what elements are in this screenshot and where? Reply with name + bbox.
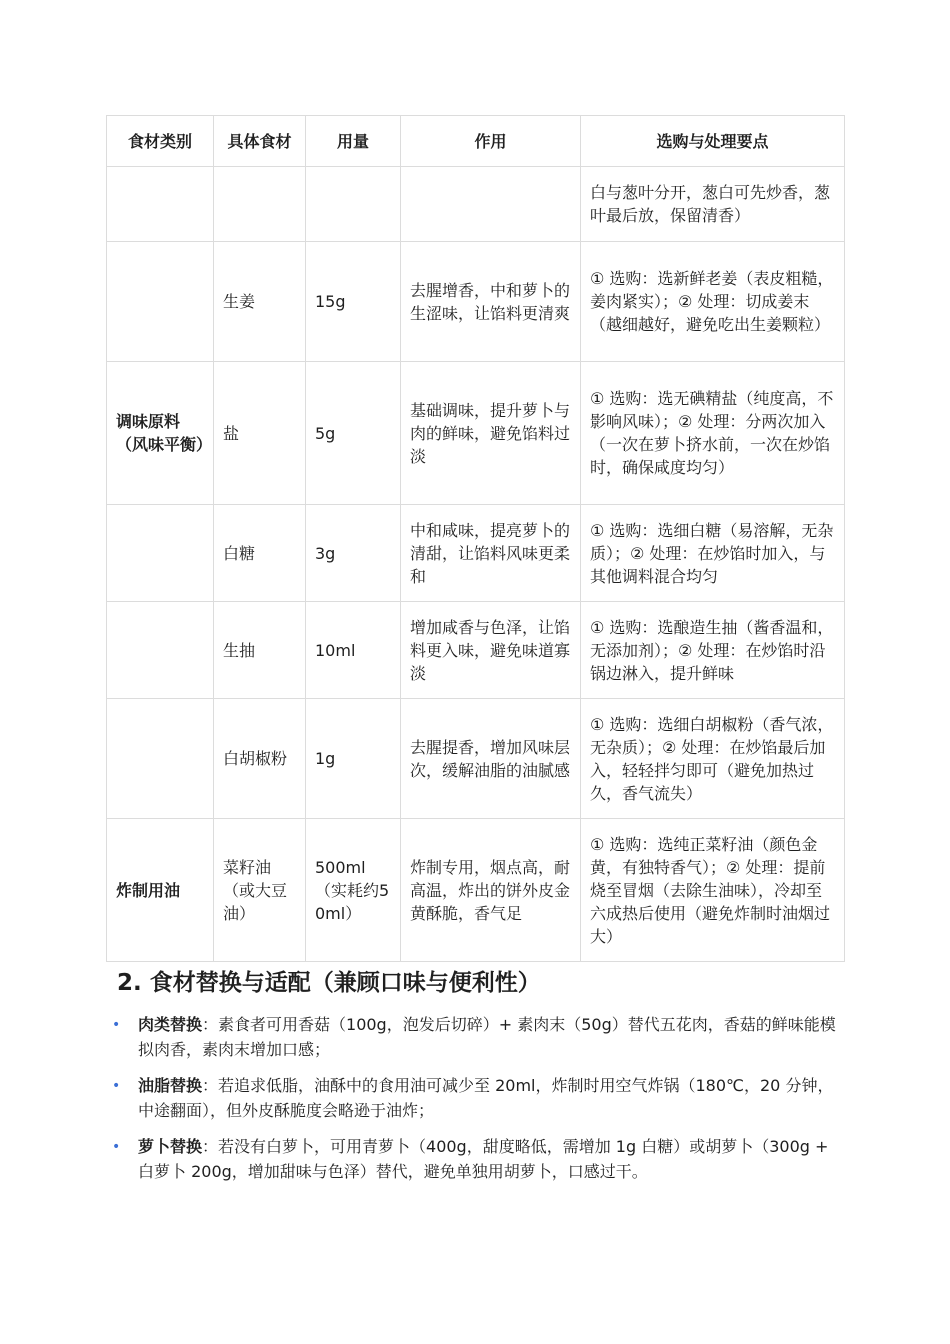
- cell-category: [107, 602, 214, 699]
- cell-amount: 15g: [306, 242, 401, 362]
- cell-category: [107, 699, 214, 819]
- cell-amount: [306, 167, 401, 242]
- cell-effect: 炸制专用，烟点高，耐高温，炸出的饼外皮金黄酥脆，香气足: [401, 819, 581, 962]
- cell-effect: 增加咸香与色泽，让馅料更入味，避免味道寡淡: [401, 602, 581, 699]
- header-category: 食材类别: [107, 116, 214, 167]
- cell-tips: ① 选购：选细白胡椒粉（香气浓，无杂质）；② 处理：在炒馅最后加入，轻轻拌匀即可（避免加热过久，香气流失）: [581, 699, 845, 819]
- cell-amount: 1g: [306, 699, 401, 819]
- header-tips: 选购与处理要点: [581, 116, 845, 167]
- cell-item: 白胡椒粉: [214, 699, 306, 819]
- table-row: [107, 505, 845, 602]
- cell-amount: 5g: [306, 362, 401, 505]
- cell-item: 菜籽油（或大豆油）: [214, 819, 306, 962]
- header-amount: 用量: [306, 116, 401, 167]
- cell-tips: ① 选购：选酿造生抽（酱香温和，无添加剂）；② 处理：在炒馅时沿锅边淋入，提升鲜味: [581, 602, 845, 699]
- cell-item: [214, 167, 306, 242]
- cell-item: 盐: [214, 362, 306, 505]
- cell-category: [107, 505, 214, 602]
- table-row: [107, 819, 845, 962]
- bullet-icon: •: [112, 1078, 121, 1094]
- cell-effect: 去腥提香，增加风味层次，缓解油脂的油腻感: [401, 699, 581, 819]
- cell-tips: ① 选购：选新鲜老姜（表皮粗糙，姜肉紧实）；② 处理：切成姜末（越细越好，避免吃出生姜颗粒）: [581, 242, 845, 362]
- item-text: ：若没有白萝卜，可用青萝卜（400g，甜度略低，需增加 1g 白糖）或胡萝卜（300g + 白萝卜 200g，增加甜味与色泽）替代，避免单独用胡萝卜，口感过干。: [138, 1137, 829, 1181]
- table-row: [107, 167, 845, 242]
- list-item: [108, 1013, 838, 1062]
- cell-effect: 基础调味，提升萝卜与肉的鲜味，避免馅料过淡: [401, 362, 581, 505]
- cell-effect: [401, 167, 581, 242]
- cell-item: 生抽: [214, 602, 306, 699]
- cell-item: 白糖: [214, 505, 306, 602]
- cell-category: [107, 242, 214, 362]
- cell-amount: 3g: [306, 505, 401, 602]
- bullet-icon: •: [112, 1017, 121, 1033]
- list-item: [108, 1074, 838, 1123]
- cell-tips: 白与葱叶分开，葱白可先炒香，葱叶最后放，保留清香）: [581, 167, 845, 242]
- cell-category: [107, 167, 214, 242]
- cell-tips: ① 选购：选细白糖（易溶解，无杂质）；② 处理：在炒馅时加入，与其他调料混合均匀: [581, 505, 845, 602]
- cell-effect: 去腥增香，中和萝卜的生涩味，让馅料更清爽: [401, 242, 581, 362]
- table-row: [107, 699, 845, 819]
- table-header-row: [107, 116, 845, 167]
- cell-category: 调味原料（风味平衡）: [107, 362, 214, 505]
- ingredient-table: [106, 115, 845, 962]
- table-row: [107, 242, 845, 362]
- substitution-list: [108, 1013, 838, 1196]
- item-label: 肉类替换: [138, 1015, 203, 1034]
- table-row: [107, 362, 845, 505]
- cell-effect: 中和咸味，提亮萝卜的清甜，让馅料风味更柔和: [401, 505, 581, 602]
- item-text: ：若追求低脂，油酥中的食用油可减少至 20ml，炸制时用空气炸锅（180℃，20 分钟，中途翻面），但外皮酥脆度会略逊于油炸；: [138, 1076, 834, 1120]
- list-item: [108, 1135, 838, 1184]
- cell-item: 生姜: [214, 242, 306, 362]
- header-item: 具体食材: [214, 116, 306, 167]
- cell-category: 炸制用油: [107, 819, 214, 962]
- cell-amount: 10ml: [306, 602, 401, 699]
- cell-tips: ① 选购：选无碘精盐（纯度高，不影响风味）；② 处理：分两次加入（一次在萝卜挤水前，一次在炒馅时，确保咸度均匀）: [581, 362, 845, 505]
- item-label: 萝卜替换: [138, 1137, 203, 1156]
- bullet-icon: •: [112, 1139, 121, 1155]
- table-row: [107, 602, 845, 699]
- item-label: 油脂替换: [138, 1076, 203, 1095]
- header-effect: 作用: [401, 116, 581, 167]
- cell-tips: ① 选购：选纯正菜籽油（颜色金黄，有独特香气）；② 处理：提前烧至冒烟（去除生油味），冷却至六成热后使用（避免炸制时油烟过大）: [581, 819, 845, 962]
- section-heading: 2. 食材替换与适配（兼顾口味与便利性）: [117, 970, 541, 996]
- cell-amount: 500ml（实耗约50ml）: [306, 819, 401, 962]
- item-text: ：素食者可用香菇（100g，泡发后切碎）+ 素肉末（50g）替代五花肉，香菇的鲜味能模拟肉香，素肉末增加口感；: [138, 1015, 836, 1059]
